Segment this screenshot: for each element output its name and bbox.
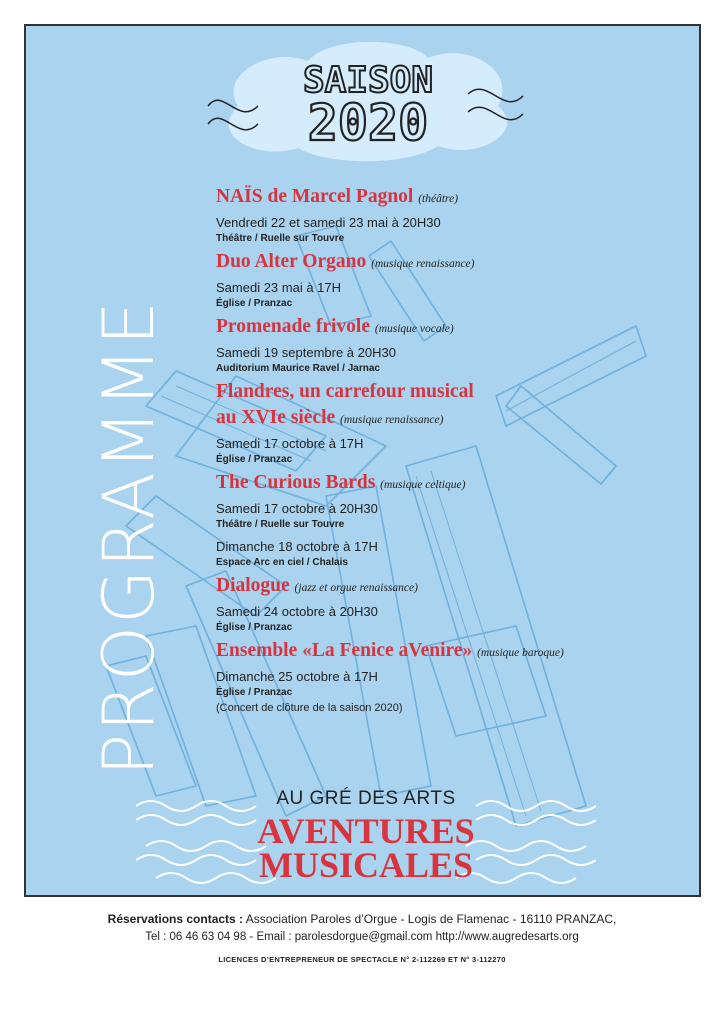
event-venue: Église / Pranzac (216, 622, 293, 633)
season-title-line2: 2020 (307, 94, 429, 152)
event-venue: Théâtre / Ruelle sur Touvre (216, 233, 345, 244)
event-venue-2: Espace Arc en ciel / Chalais (216, 557, 348, 568)
event-date: Samedi 17 octobre à 17H (216, 436, 364, 451)
event-genre: (musique vocale) (374, 323, 454, 335)
brand-line1: AVENTURES (257, 811, 475, 851)
event-duo-alter-organo (216, 249, 686, 311)
event-genre: (musique renaissance) (340, 414, 444, 426)
event-title: Promenade frivole (musique vocale) (216, 316, 454, 337)
event-promenade-frivole (216, 314, 686, 376)
brand-banner (136, 786, 596, 896)
event-curious-bards (216, 470, 686, 570)
event-date: Samedi 23 mai à 17H (216, 280, 342, 295)
season-header (198, 36, 538, 166)
event-genre: (jazz et orgue renaissance) (294, 582, 418, 594)
event-dialogue (216, 573, 686, 635)
contacts-address: Association Paroles d’Orgue - Logis de Flamenac - 16110 PRANZAC, (243, 912, 617, 926)
event-title: Duo Alter Organo (musique renaissance) (216, 251, 475, 272)
event-flandres (216, 379, 686, 467)
event-title: The Curious Bards (musique celtique) (216, 472, 466, 493)
event-date: Vendredi 22 et samedi 23 mai à 20H30 (216, 215, 441, 230)
event-genre: (musique baroque) (477, 647, 564, 659)
event-genre: (théâtre) (418, 193, 459, 205)
event-genre: (musique renaissance) (371, 258, 475, 270)
programme-title: PROGRAMME (88, 299, 170, 776)
contacts-footer (0, 910, 724, 964)
event-genre: (musique celtique) (380, 479, 466, 491)
event-date: Dimanche 25 octobre à 17H (216, 669, 378, 684)
programme-list (216, 184, 686, 719)
event-venue: Auditorium Maurice Ravel / Jarnac (216, 363, 380, 374)
event-nais (216, 184, 686, 246)
event-venue: Église / Pranzac (216, 454, 293, 465)
contacts-label: Réservations contacts : (107, 912, 244, 926)
season-title-line1: SAISON (302, 60, 434, 101)
event-date: Samedi 19 septembre à 20H30 (216, 345, 396, 360)
event-date: Samedi 24 octobre à 20H30 (216, 604, 378, 619)
licence-text: LICENCES D’ENTREPRENEUR DE SPECTACLE N° 2-112269 ET N° 3-112270 (218, 955, 506, 964)
event-venue: Église / Pranzac (216, 298, 293, 309)
event-title: Dialogue (jazz et orgue renaissance) (216, 575, 418, 596)
event-title: au XVIe siècle (musique renaissance) (216, 407, 444, 428)
brand-top: AU GRÉ DES ARTS (276, 788, 456, 809)
brand-line2: MUSICALES (258, 845, 474, 885)
event-date-2: Dimanche 18 octobre à 17H (216, 539, 378, 554)
event-note: (Concert de clôture de la saison 2020) (216, 702, 403, 714)
event-venue: Église / Pranzac (216, 687, 293, 698)
event-date: Samedi 17 octobre à 20H30 (216, 501, 378, 516)
event-la-fenice (216, 638, 686, 716)
contacts-line1 (0, 910, 724, 928)
event-title: Ensemble «La Fenice aVenire» (musique baroque) (216, 640, 564, 661)
contacts-line2: Tel : 06 46 63 04 98 - Email : parolesdorgue@gmail.com http://www.augredesarts.org (145, 931, 579, 943)
event-title: NAÏS de Marcel Pagnol (théâtre) (216, 186, 459, 207)
poster (24, 24, 701, 897)
event-title-line1: Flandres, un carrefour musical (216, 381, 474, 402)
event-venue: Théâtre / Ruelle sur Touvre (216, 519, 345, 530)
